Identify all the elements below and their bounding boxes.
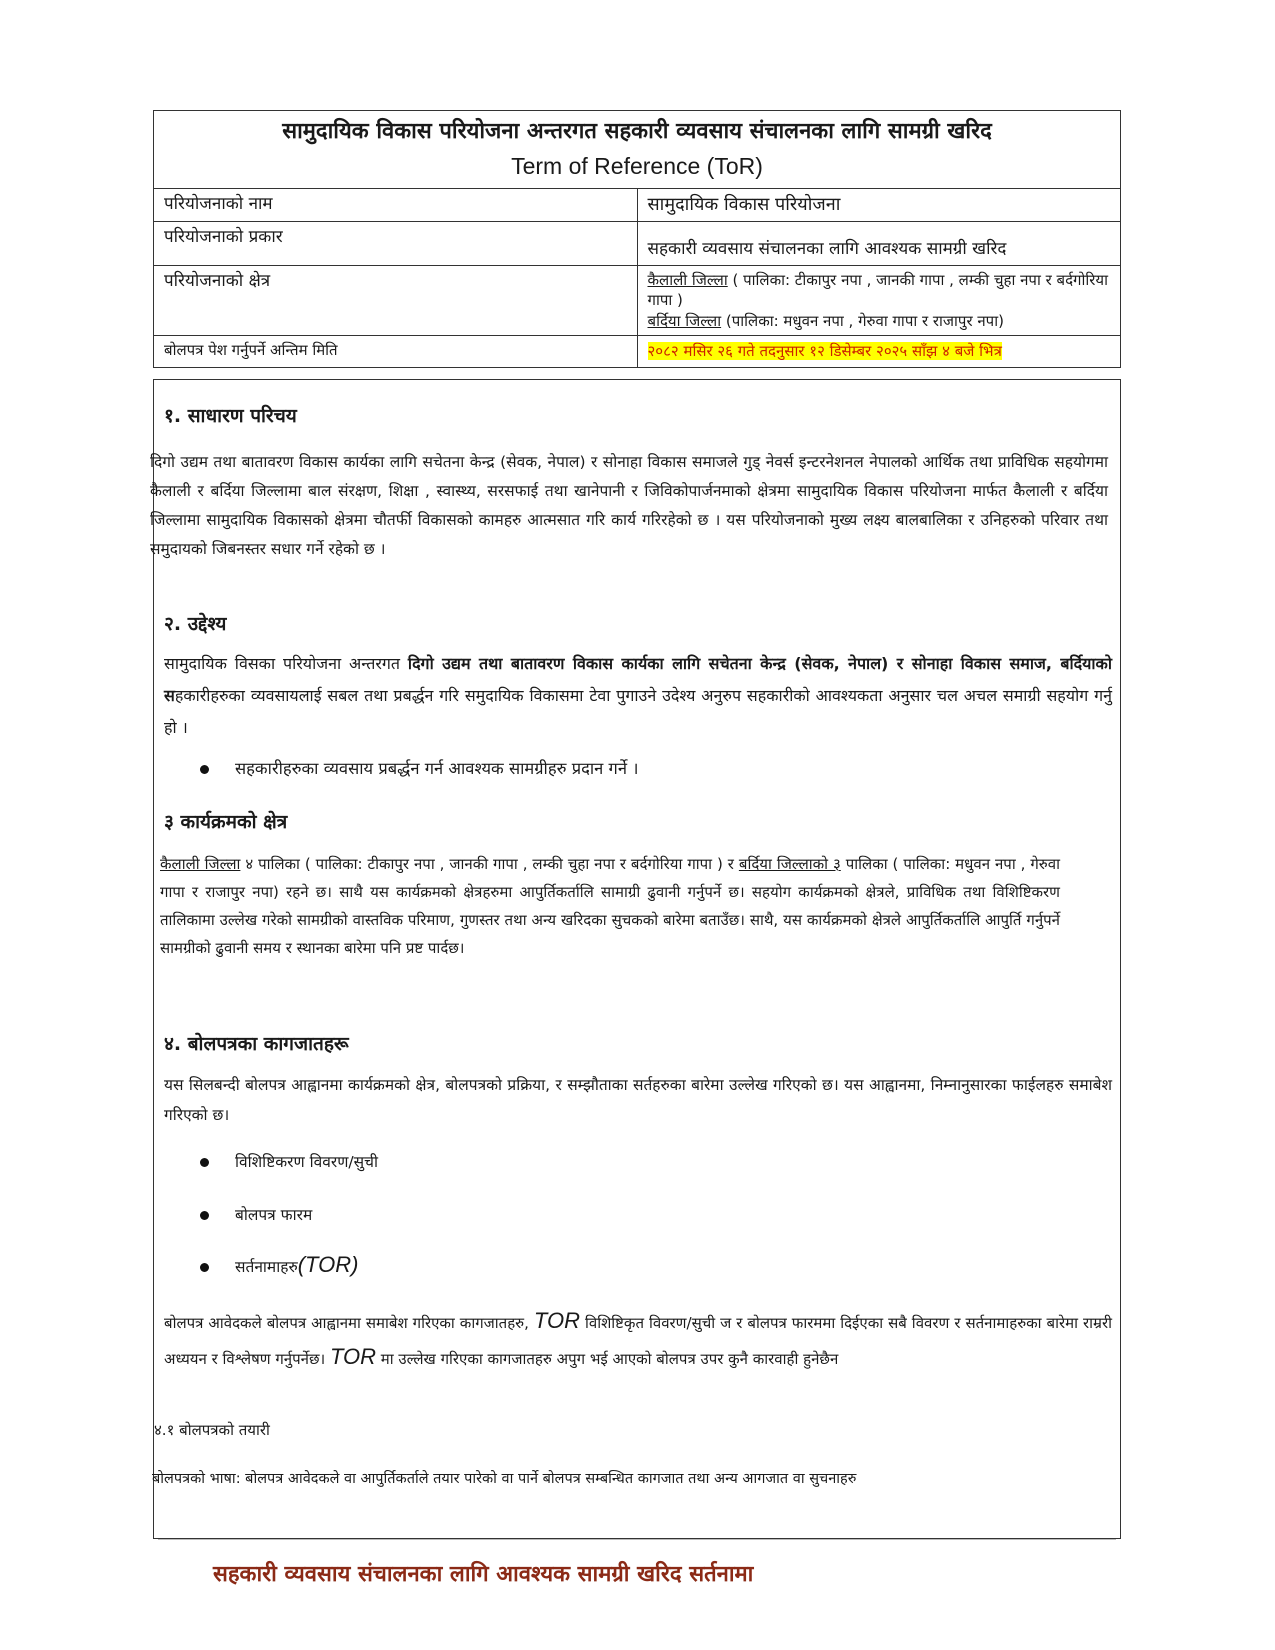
label-project-name: परियोजनाको नाम [154,188,638,221]
s4-bullet-2-text: बोलपत्र फारम [235,1206,313,1224]
bullet-dot [200,1211,209,1220]
s4-p-c: मा उल्लेख गरिएका कागजातहरु अपुग भई आएको बोलपत्र उपर कुनै कारवाही हुनेछैन [376,1350,839,1368]
s2-bullet [200,756,638,779]
s2-text-bold: दिगो उद्यम तथा बातावरण विकास कार्यका लागि सचेतना केन्द्र (सेवक, नेपाल) र सोनाहा विकास समाज, बर्दियाको स [164,654,1112,705]
s4-tor-1: TOR [533,1308,580,1333]
document-subtitle: Term of Reference (ToR) [511,152,763,179]
footer-rule [158,1539,1116,1540]
bardiya-municipalities: (पालिका: मधुवन नपा , गेरुवा गापा र राजापुर नपा) [721,311,1004,330]
section-4-paragraph [164,1304,1112,1376]
s4-p-b: विशिष्टिकृत विवरण/सुची ज र बोलपत्र फारममा दिईएका सबै विवरण र सर्तनामाहरुका बारेमा राम्ररी अध्ययन र विश्लेषण गर्नुपर्नेछ। [164,1314,1113,1368]
s4-p-a: बोलपत्र आवेदकले बोलपत्र आह्वानमा समाबेश गरिएका कागजातहरु, [164,1314,534,1332]
s4-bullet-3-tor: (TOR) [297,1252,359,1277]
body-box [150,379,1121,1539]
s4-bullet-3 [200,1252,358,1278]
section-1-text: दिगो उद्यम तथा बातावरण विकास कार्यका लागि सचेतना केन्द्र (सेवक, नेपाल) र सोनाहा विकास समाजले गुड् नेवर्स इन्टरनेशनल नेपालको आर्थिक तथा प्राविधिक सहयोगमा कैलाली र बर्दिया जिल्लामा बाल संरक्षण, शिक्षा , स्वास्थ्य, सरसफाई तथा खानेपानी र जिविकोपार्जनमाको क्षेत्रमा सामुदायिक विकास परियोजना मार्फत कैलाली र बर्दिया जिल्लामा सामुदायिक विकासको क्षेत्रमा चौतर्फी विकासको कामहरु आत्मसात गरि कार्य गरिरहेको छ । यस परियोजनाको मुख्य लक्ष्य बालबालिका र उनिहरुको परिवार तथा समुदायको जिबनस्तर सधार गर्ने रहेको छ । [150,453,1108,558]
value-deadline-cell [637,335,1121,367]
s4-bullet-1 [200,1150,378,1172]
footer-title: सहकारी व्यवसाय संचालनका लागि आवश्यक सामग्री खरिद सर्तनामा [213,1562,754,1587]
s4-tor-2: TOR [329,1344,376,1369]
section-1-heading: १. साधारण परिचय [164,405,297,427]
document-title: सामुदायिक विकास परियोजना अन्तरगत सहकारी व्यवसाय संचालनका लागि सामग्री खरिद [282,119,992,144]
value-project-name: सामुदायिक विकास परियोजना [637,188,1121,221]
s2-text-a: सामुदायिक विसका परियोजना अन्तरगत [164,654,408,673]
s4-1-text: बोलपत्रको भाषा: बोलपत्र आवेदकले वा आपुर्तिकर्ताले तयार पारेको वा पार्ने बोलपत्र सम्बन्धित कागजात तथा अन्य आगजात वा सुचनाहरु [152,1471,857,1487]
deadline-date: २०८२ मसिर २६ गते तदनुसार १२ डिसेम्बर २०२५ साँझ ४ बजे भित्र [647,341,1002,360]
s3-bardiya: बर्दिया जिल्लाको ३ [738,855,841,873]
s4-bullet-1-text: विशिष्टिकरण विवरण/सुची [235,1153,378,1171]
s3-text-1: ४ पालिका ( पालिका: टीकापुर नपा , जानकी गापा , लम्की चुहा नपा र बर्दगोरिया गापा ) र [240,855,739,873]
kailali-municipalities: ( पालिका: टीकापुर नपा , जानकी गापा , लम्की चुहा नपा र बर्दगोरिया गापा ) [647,271,1108,310]
section-3-text [160,850,1060,962]
section-4-heading: ४. बोलपत्रका कागजातहरू [164,1033,349,1055]
section-2-text [164,648,1112,744]
section-4-intro: यस सिलबन्दी बोलपत्र आह्वानमा कार्यक्रमको क्षेत्र, बोलपत्रको प्रक्रिया, र सम्झौताका सर्तहरुका बारेमा उल्लेख गरिएको छ। यस आह्वानमा, निम्नानुसारका फाईलहरु समाबेश गरिएको छ। [164,1076,1112,1124]
bullet-dot [200,765,209,774]
value-project-type: सहकारी व्यवसाय संचालनका लागि आवश्यक सामग्री खरिद [637,222,1121,266]
s3-kailali: कैलाली जिल्ला [160,855,241,873]
bullet-dot [200,1158,209,1167]
s3-text-2: पालिका ( पालिका: मधुवन नपा , गेरुवा गापा र राजापुर नपा) रहने छ। साथै यस कार्यक्रमको क्षेत्रहरुमा आपुर्तिकर्तालि सामाग्री ढुवानी गर्नुपर्ने छ। सहयोग कार्यक्रमको क्षेत्रले, प्राविधिक तथा विशिष्टिकरण तालिकामा उल्लेख गरेको सामग्रीको वास्तविक परिमाण, गुणस्तर तथा अन्य खरिदका सुचकको बारेमा बताउँछ। साथै, यस कार्यक्रमको क्षेत्रले आपुर्तिकर्तालि आपुर्ति गर्नुपर्ने सामग्रीको ढुवानी समय र स्थानका बारेमा पनि प्रष्ट पार्दछ। [160,855,1060,957]
label-project-area: परियोजनाको क्षेत्र [154,266,638,336]
section-2-heading: २. उद्देश्य [164,613,227,635]
value-project-area [637,266,1121,336]
s2-bullet-text: सहकारीहरुका व्यवसाय प्रबर्द्धन गर्न आवश्यक सामग्रीहरु प्रदान गर्ने । [235,759,639,778]
s4-1-heading: ४.१ बोलपत्रको तयारी [154,1421,270,1439]
section-3-heading: ३ कार्यक्रमको क्षेत्र [164,811,288,833]
bullet-dot [200,1263,209,1272]
s4-bullet-2 [200,1203,312,1225]
s4-bullet-3-text: सर्तनामाहरु [235,1258,298,1276]
header-table [153,110,1121,368]
label-project-type: परियोजनाको प्रकार [154,222,638,266]
title-cell [154,111,1121,189]
district-bardiya: बर्दिया जिल्ला [647,311,722,330]
district-kailali: कैलाली जिल्ला [647,271,728,290]
s2-text-c: हकारीहरुका व्यवसायलाई सबल तथा प्रबर्द्धन गरि समुदायिक विकासमा टेवा पुगाउने उदेश्य अनुरुप सहकारीको आवश्यकता अनुसार चल अचल समाग्री सहयोग गर्नु हो । [164,686,1112,737]
label-deadline: बोलपत्र पेश गर्नुपर्ने अन्तिम मिति [154,335,638,367]
